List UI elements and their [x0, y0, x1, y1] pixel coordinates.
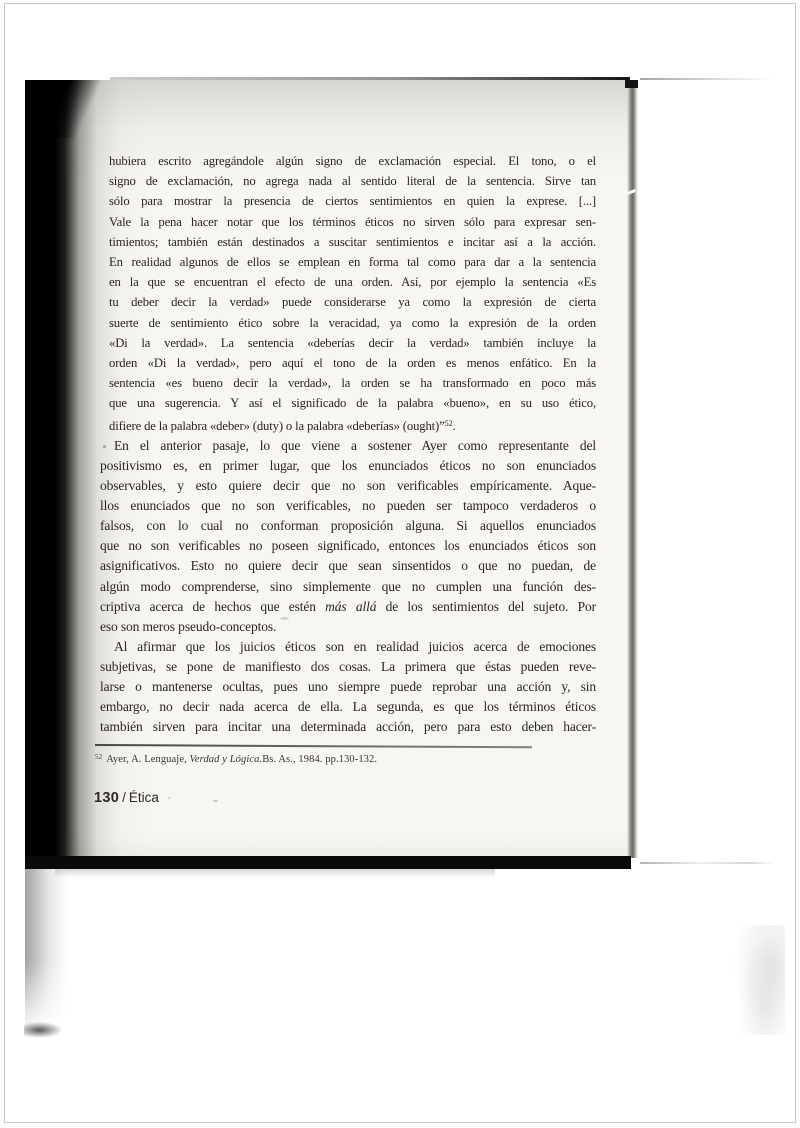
body-line: larse o mantenerse ocultas, pues uno siempre puede reprobar una acción y, sin — [100, 678, 596, 694]
quote-line: en la que se encuentran el efecto de una orden. Así, por ejemplo la sentencia «Es — [109, 275, 596, 290]
footnote-text: Bs. As., 1984. pp.130-132. — [262, 754, 378, 765]
footer-divider: / — [122, 790, 126, 805]
quote-line: sólo para mostrar la presencia de ciertos sentimientos en quien la exprese. [...] — [109, 194, 596, 209]
body-line: algún modo comprenderse, sino simplemente que no cumplen una función des- — [100, 578, 596, 594]
body-line: En el anterior pasaje, lo que viene a sostener Ayer como representante del — [114, 437, 596, 453]
body-line: falsos, con lo cual no conforman proposición alguna. Si aquellos enunciados — [100, 518, 596, 534]
quote-line: sentencia «es bueno decir la verdad», la orden se ha transformado en poco más — [109, 376, 596, 391]
italic-text: más allá — [325, 598, 377, 614]
quote-line: En realidad algunos de ellos se emplean en forma tal como para dar a la sentencia — [109, 255, 596, 270]
page-right-edge-shadow — [627, 80, 638, 858]
paragraph — [100, 436, 596, 597]
body-line: subjetivas, se pone de manifiesto dos cosas. La primera que éstas pueden reve- — [100, 658, 596, 674]
scan-speck — [213, 800, 218, 802]
body-line: observables, y esto quiere decir que no son verificables empíricamente. Aque- — [100, 478, 596, 494]
page-bottom-edge-bar — [25, 856, 631, 869]
body-line: Al afirmar que los juicios éticos son en realidad juicios acerca de emociones — [114, 638, 596, 654]
body-line: positivismo es, en primer lugar, que los enunciados éticos no son enunciados — [100, 457, 596, 473]
quote-line: signo de exclamación, no agrega nada al sentido literal de la sentencia. Sirve tan — [109, 174, 596, 189]
body-line: eso son meros pseudo-conceptos. — [100, 618, 277, 634]
quote-text: difiere de la palabra «deber» (duty) o la palabra «deberías» (ought)” — [109, 418, 445, 433]
quote-line — [100, 414, 596, 436]
quote-line: hubiera escrito agregándole algún signo de exclamación especial. El tono, o el — [109, 154, 596, 168]
quote-line: que una sugerencia. Y así el significado de la palabra «bueno», en su uso ético, — [109, 396, 596, 411]
quote-line: orden «Di la verdad», pero aquí el tono de la orden es menos enfático. En la — [109, 356, 596, 371]
scan-corner-shadow — [25, 80, 103, 138]
footer-page-number: 130 — [94, 790, 120, 806]
scan-smudge-bottom-right — [733, 925, 785, 1035]
paragraph — [100, 637, 596, 737]
scan-top-line — [640, 78, 773, 80]
quote-line: suerte de sentimiento ético sobre la veracidad, ya como la expresión de la orden — [109, 315, 596, 330]
scan-speck — [168, 797, 171, 799]
page-top-edge-shadow — [110, 77, 630, 80]
scan-bottom-shadow — [55, 869, 495, 878]
quote-line: timientos; también están destinados a suscitar sentimientos e incitar así a la acción. — [109, 234, 596, 249]
quote-text: . — [452, 418, 456, 433]
block-quote — [100, 151, 596, 414]
body-line — [100, 597, 596, 617]
scan-speck — [280, 617, 289, 620]
scan-speck — [103, 445, 106, 448]
footnote-reference: 52 — [444, 418, 453, 428]
body-line: llos enunciados que no son verificables, no pueden ser tampoco verdaderos o — [100, 498, 596, 514]
quote-line: tu deber decir la verdad» puede considerarse ya como la expresión de cierta — [109, 295, 596, 310]
quote-line: «Di la verdad». La sentencia «deberías decir la verdad» también incluye la — [109, 335, 596, 350]
page-footer — [94, 789, 159, 806]
scan-bottom-line — [640, 862, 775, 864]
body-line: también sirven para incitar una determinada acción, pero para esto deben hacer- — [100, 719, 596, 735]
footer-book-title: Ética — [128, 790, 159, 805]
body-line: embargo, no decir nada acerca de ella. La segunda, es que los términos éticos — [100, 699, 596, 715]
quote-line: Vale la pena hacer notar que los términos éticos no sirven sólo para expresar sen- — [109, 214, 596, 229]
scan-left-tail-shadow — [25, 869, 67, 1035]
body-line: que no son verificables no poseen significado, entonces los enunciados éticos son — [100, 538, 596, 554]
footnote-book-title: Verdad y Lógica. — [189, 754, 263, 765]
text-column — [100, 151, 596, 737]
footnote — [95, 753, 575, 765]
body-line: asignificativos. Esto no quiere decir que sean sinsentidos o que no puedan, de — [100, 558, 596, 574]
footnote-marker: 52 — [95, 753, 103, 761]
footnote-text: Ayer, A. Lenguaje, — [106, 754, 190, 765]
body-text: criptiva acerca de hechos que estén — [100, 598, 326, 614]
scan-smudge-bottom-left — [24, 1022, 62, 1038]
body-text: de los sentimientos del sujeto. Por — [376, 598, 596, 614]
